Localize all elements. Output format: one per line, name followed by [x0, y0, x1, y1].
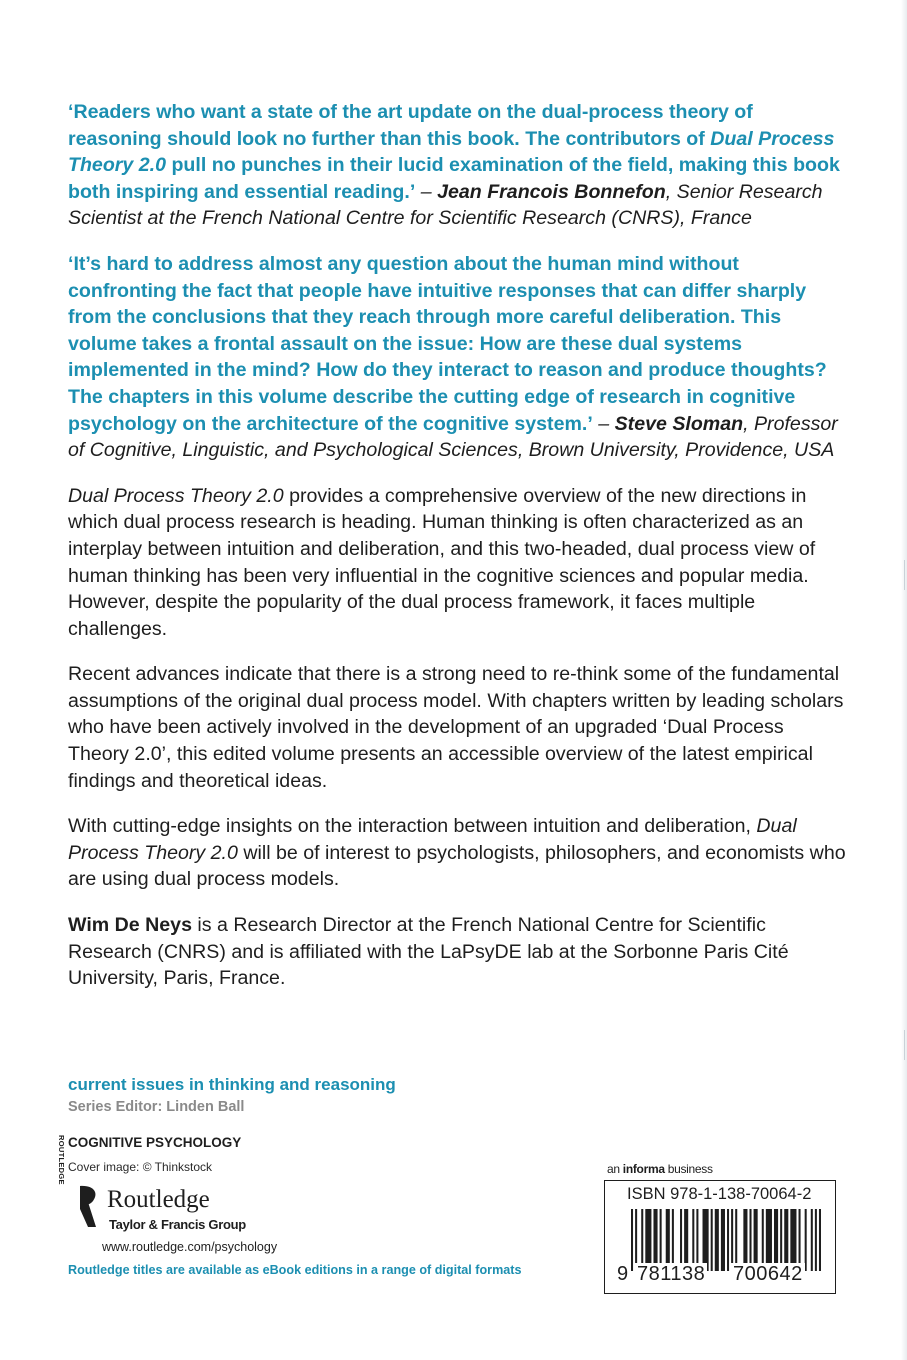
barcode-bar: [711, 1209, 713, 1271]
barcode-bar: [784, 1209, 788, 1271]
barcode-bar: [672, 1209, 674, 1271]
quote-author: Steve Sloman: [614, 412, 744, 435]
barcode-bar: [762, 1209, 764, 1271]
isbn-label: ISBN 978-1-138-70064-2: [627, 1185, 812, 1203]
barcode-bar: [692, 1209, 694, 1271]
dash: –: [592, 412, 615, 435]
endorsement-quote-1: [68, 99, 848, 232]
edge-mark: [904, 1030, 905, 1060]
edge-mark: [904, 560, 905, 590]
barcode-bar: [754, 1209, 758, 1271]
barcode-bar: [666, 1209, 670, 1271]
barcode-bar: [645, 1209, 651, 1271]
publisher-name: Routledge: [107, 1186, 210, 1213]
barcode-bar: [766, 1209, 772, 1271]
informa-business-label: [607, 1162, 713, 1176]
barcode-bar: [749, 1209, 751, 1271]
barcode-icon: [631, 1209, 821, 1271]
cover-image-credit: Cover image: © Thinkstock: [68, 1160, 213, 1174]
barcode-bar: [819, 1209, 821, 1271]
publisher-group: Taylor & Francis Group: [109, 1217, 246, 1232]
barcode-bar: [780, 1209, 782, 1271]
description-paragraph-3: [68, 813, 848, 893]
quote-text: ‘It’s hard to address almost any question about the human mind without confronting the fact that people have intuitive responses that can differ sharply from the conclusions that they reach through more careful deliberation. This volume takes a frontal assault on the issue: How are these dual systems implemented in the mind? How do they interact to reason and produce thoughts? The chapters in this volume describe the cutting edge of research in cognitive psychology on the architecture of the cognitive system.’: [68, 252, 827, 435]
dash: –: [415, 180, 438, 203]
barcode-bar: [799, 1209, 801, 1271]
endorsement-quote-2: [68, 251, 848, 464]
quote-text: ‘Readers who want a state of the art update on the dual-process theory of reasoning should look no further than this book. The contributors of: [68, 101, 753, 150]
barcode-bar: [731, 1209, 733, 1271]
logo-spine-text: ROUTLEDGE: [57, 1135, 66, 1185]
series-title: current issues in thinking and reasoning: [68, 1075, 396, 1094]
barcode-bar: [703, 1209, 709, 1271]
quote-text: pull no punches in their lucid examination of the field, making this book both inspiring and essential reading.’: [68, 154, 840, 203]
logo-mark: [80, 1186, 96, 1227]
barcode-bar: [680, 1209, 682, 1271]
barcode-bar: [815, 1209, 817, 1271]
barcode-bar: [727, 1209, 729, 1271]
paragraph-text: provides a comprehensive overview of the new directions in which dual process research is heading. Human thinking is often characterized as an interplay between intuition and deliberation, and this two-headed, dual process view of human thinking has been very influential in the cognitive sciences and popular media. However, despite the popularity of the dual process framework, it faces multiple challenges.: [68, 484, 816, 640]
author-bio-text: is a Research Director at the French National Centre for Scientific Research (CNRS) and is affiliated with the LaPsyDE lab at the Sorbonne Paris Cité University, Paris, France.: [68, 914, 789, 990]
informa-prefix: an: [607, 1162, 623, 1176]
paragraph-text: will be of interest to psychologists, philosophers, and economists who are using dual process models.: [68, 841, 846, 891]
series-editor: Series Editor: Linden Ball: [68, 1099, 245, 1115]
publisher-url: www.routledge.com/psychology: [102, 1240, 278, 1254]
barcode-bar: [660, 1209, 662, 1271]
barcode-bar: [653, 1209, 657, 1271]
page-edge: [901, 0, 907, 1360]
book-title: Dual Process Theory 2.0: [68, 484, 284, 507]
author-name: Wim De Neys: [68, 914, 192, 937]
ebook-note: Routledge titles are available as eBook editions in a range of digital formats: [68, 1263, 522, 1277]
barcode-bar: [721, 1209, 725, 1271]
quote-book-title: Dual Process Theory 2.0: [68, 127, 835, 177]
back-cover-text: [68, 99, 848, 1011]
barcode-bar: [641, 1209, 643, 1271]
barcode-bar: [715, 1209, 719, 1271]
subject-category: COGNITIVE PSYCHOLOGY: [68, 1135, 242, 1150]
barcode-bar: [790, 1209, 796, 1271]
informa-suffix: business: [664, 1162, 713, 1176]
barcode-bar: [735, 1209, 737, 1271]
barcode-box: [604, 1180, 836, 1294]
barcode-bar: [684, 1209, 688, 1271]
barcode-bar: [805, 1209, 807, 1271]
barcode-bar: [811, 1209, 813, 1271]
description-paragraph-1: [68, 483, 848, 643]
author-bio: [68, 912, 848, 992]
barcode-bar: [635, 1209, 637, 1271]
description-paragraph-2: Recent advances indicate that there is a strong need to re-think some of the fundamental assumptions of the original dual process model. With chapters written by leading scholars who have been actively involved in the development of an upgraded ‘Dual Process Theory 2.0’, this edited volume presents an accessible overview of the latest empirical findings and theoretical ideas.: [68, 663, 844, 792]
barcode-bar: [631, 1209, 633, 1271]
book-title: Dual Process Theory 2.0: [68, 815, 797, 864]
barcode-digit-first: 9: [617, 1263, 629, 1285]
barcode-digits-right: 700642: [733, 1263, 803, 1285]
barcode-bar: [743, 1209, 747, 1271]
informa-brand: informa: [622, 1162, 665, 1176]
paragraph-text: With cutting-edge insights on the interaction between intuition and deliberation,: [68, 815, 757, 838]
barcode-bar: [774, 1209, 778, 1271]
quote-author: Jean Francois Bonnefon: [437, 180, 666, 203]
barcode-bar: [696, 1209, 698, 1271]
barcode-digits-left: 781138: [637, 1263, 706, 1285]
quote-affiliation: , Senior Research Scientist at the French National Centre for Scientific Research (CNRS), France: [68, 180, 823, 230]
quote-affiliation: , Professor of Cognitive, Linguistic, and Psychological Sciences, Brown University, Providence, USA: [68, 412, 838, 462]
